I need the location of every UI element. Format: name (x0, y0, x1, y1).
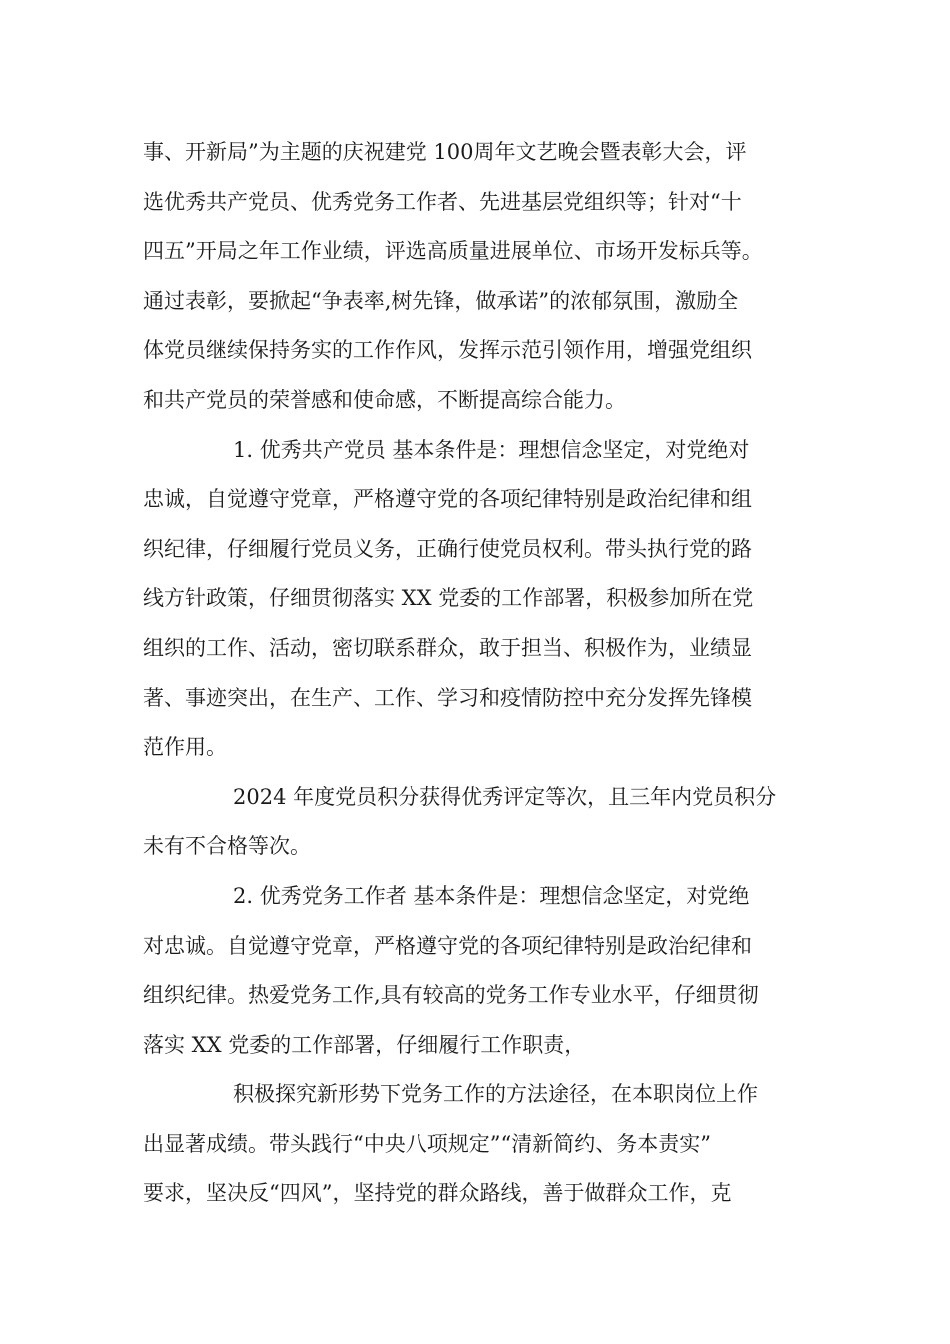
text-line: 1. 优秀共产党员 基本条件是：理想信念坚定，对党绝对 (233, 437, 750, 462)
text-line: 落实 XX 党委的工作部署，仔细履行工作职责， (143, 1032, 586, 1057)
text-line: 出显著成绩。带头践行“中央八项规定”“清新简约、务本责实” (143, 1131, 711, 1156)
text-line: 忠诚，自觉遵守党章，严格遵守党的各项纪律特别是政治纪律和组 (143, 487, 752, 512)
text-line: 对忠诚。自觉遵守党章，严格遵守党的各项纪律特别是政治纪律和 (143, 933, 752, 958)
text-line: 通过表彰，要掀起“争表率,树先锋，做承诺”的浓郁氛围，激励全 (143, 288, 739, 313)
text-line: 组织纪律。热爱党务工作,具有较高的党务工作专业水平，仔细贯彻 (143, 983, 759, 1008)
text-line: 2. 优秀党务工作者 基本条件是：理想信念坚定，对党绝 (233, 883, 750, 908)
text-line: 织纪律，仔细履行党员义务，正确行使党员权利。带头执行党的路 (143, 536, 752, 561)
text-line: 范作用。 (143, 735, 227, 760)
text-line: 2024 年度党员积分获得优秀评定等次，且三年内党员积分 (233, 784, 777, 809)
text-line: 著、事迹突出，在生产、工作、学习和疫情防控中充分发挥先锋模 (143, 685, 752, 710)
text-line: 体党员继续保持务实的工作作风，发挥示范引领作用，增强党组织 (143, 338, 752, 363)
text-line: 选优秀共产党员、优秀党务工作者、先进基层党组织等；针对“十 (143, 189, 742, 214)
text-line: 和共产党员的荣誉感和使命感，不断提高综合能力。 (143, 387, 626, 412)
text-line: 组织的工作、活动，密切联系群众，敢于担当、积极作为，业绩显 (143, 635, 752, 660)
text-line: 四五”开局之年工作业绩，评选高质量进展单位、市场开发标兵等。 (143, 239, 763, 264)
text-line: 线方针政策，仔细贯彻落实 XX 党委的工作部署，积极参加所在党 (143, 586, 754, 611)
document-body (143, 128, 815, 1219)
text-line: 要求，坚决反“四风”，坚持党的群众路线，善于做群众工作，克 (143, 1181, 732, 1206)
text-line: 事、开新局”为主题的庆祝建党 100周年文艺晚会暨表彰大会，评 (143, 140, 747, 164)
text-line: 积极探究新形势下党务工作的方法途径，在本职岗位上作 (233, 1082, 758, 1107)
text-line: 未有不合格等次。 (143, 834, 311, 859)
